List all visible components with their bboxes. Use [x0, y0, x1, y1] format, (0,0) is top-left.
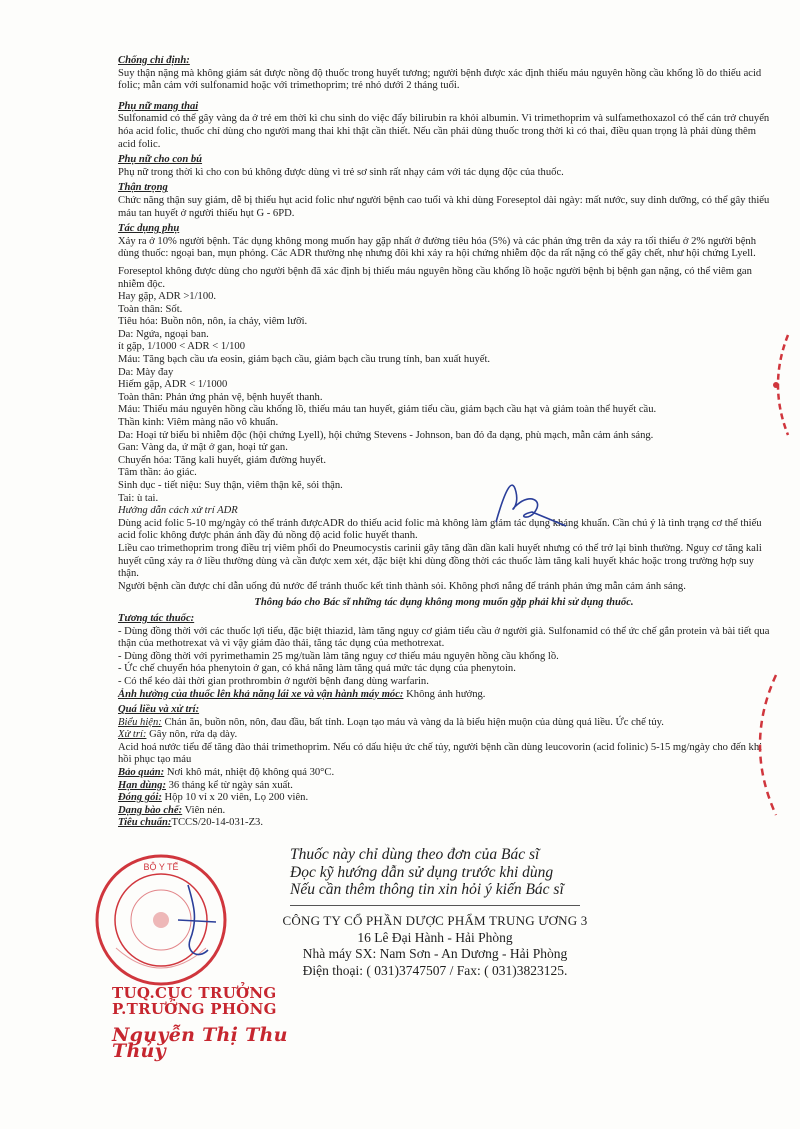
expiry-label: Hạn dùng: — [118, 779, 166, 791]
interaction-line: - Dùng đồng thời với các thuốc lợi tiểu, đặc biệt thiazid, làm tăng nguy cơ giảm tiểu cầu ở người già. Sulfonamid có thể ức chế gắn protein và bài tiết qua thận của methotrexat và vì vậy giảm đào thải, tăng tác dụng của methotrexat. — [118, 625, 770, 650]
storage-label: Bảo quản: — [118, 767, 165, 779]
side-line: Hiếm gặp, ADR < 1/1000 — [118, 379, 228, 391]
storage-text: Nơi khô mát, nhiệt độ không quá 30°C. — [164, 767, 335, 779]
side-line: Thần kinh: Viêm màng não vô khuẩn. — [118, 417, 279, 429]
overdose-treat-label: Xử trí: — [118, 729, 147, 741]
interaction-line: - Có thể kéo dài thời gian prothrombin ở người bệnh đang dùng warfarin. — [118, 675, 429, 687]
company-factory: Nhà máy SX: Nam Sơn - An Dương - Hải Phòng — [302, 946, 568, 961]
contraindications-heading: Chống chỉ định: — [118, 55, 190, 66]
doctor-notice: Thông báo cho Bác sĩ những tác dụng không mong muốn gặp phải khi sử dụng thuốc. — [254, 597, 634, 609]
driving-text: Không ảnh hưởng. — [403, 688, 486, 700]
side-line: Tiêu hóa: Buồn nôn, nôn, ỉa chảy, viêm lưỡi. — [118, 316, 308, 328]
signature-role-1: TUQ.CỤC TRƯỞNG — [112, 984, 277, 1002]
dosage-form-text: Viên nén. — [182, 804, 226, 816]
prescription-notice — [290, 846, 610, 899]
company-phone: Điện thoại: ( 031)3747507 / Fax: ( 031)3823125. — [302, 962, 568, 978]
side-line: Foreseptol không được dùng cho người bệnh đã xác định bị thiếu máu nguyên hồng cầu khổng lồ hoặc người bệnh bị bệnh gan nặng, có thể viêm gan nhiễm độc. — [118, 265, 752, 290]
side-line: Tai: ù tai. — [118, 492, 159, 504]
side-line: Máu: Tăng bạch cầu ưa eosin, giảm bạch cầu, giảm bạch cầu trung tính, ban xuất huyết. — [118, 354, 491, 366]
lactation-text: Phụ nữ trong thời kì cho con bú không được dùng vì trẻ sơ sinh rất nhạy cảm với tác dụng độc của thuốc. — [118, 166, 564, 178]
adr-line: Dùng acid folic 5-10 mg/ngày có thể tránh đượcADR do thiếu acid folic mà không làm giảm tác dụng kháng khuẩn. Cần chú ý là tình trạng cơ thể thiếu acid folic không được phản ánh đầy đủ nồng độ acid folic huyết thanh. — [118, 517, 762, 542]
interaction-line: - Ức chế chuyển hóa phenytoin ở gan, có khả năng làm tăng quá mức tác dụng của phenytoin. — [118, 663, 516, 675]
signature-name: Nguyễn Thị Thu Thủy — [112, 1024, 288, 1062]
side-line: Máu: Thiếu máu nguyên hồng cầu khổng lồ, thiếu máu tan huyết, giảm tiểu cầu, giảm bạch cầu hạt và giảm toàn thể huyết cầu. — [118, 404, 657, 416]
adr-line: Người bệnh cần được chỉ dẫn uống đủ nước để tránh thuốc kết tinh thành sỏi. Không phơi nắng để tránh phản ứng mẫn cảm ánh sáng. — [118, 580, 686, 592]
expiry-text: 36 tháng kể từ ngày sản xuất. — [165, 779, 293, 791]
packaging-label: Đóng gói: — [118, 792, 162, 804]
side-line: ít gặp, 1/1000 < ADR < 1/100 — [118, 341, 246, 353]
caution-heading: Thận trọng — [118, 182, 168, 194]
side-line: Chuyển hóa: Tăng kali huyết, giảm đường huyết. — [118, 454, 326, 466]
lactation-heading: Phụ nữ cho con bú — [118, 154, 203, 166]
standard-label: Tiêu chuẩn: — [118, 817, 172, 829]
overdose-heading: Quá liều và xử trí: — [118, 704, 200, 716]
dosage-form-label: Dạng bào chế: — [118, 804, 183, 816]
overdose-treat-text: Gây nôn, rửa dạ dày. — [146, 729, 238, 741]
side-line: Tâm thần: ảo giác. — [118, 467, 197, 479]
company-address: 16 Lê Đại Hành - Hải Phòng — [357, 929, 513, 945]
side-effects-heading: Tác dụng phụ — [118, 223, 180, 235]
stamp-signature — [168, 880, 228, 970]
side-line: Sinh dục - tiết niệu: Suy thận, viêm thận kẽ, sỏi thận. — [118, 480, 343, 491]
prescription-line-1: Thuốc này chỉ dùng theo đơn của Bác sĩ — [290, 846, 540, 863]
side-line: Da: Ngứa, ngoại ban. — [118, 328, 209, 340]
driving-line — [118, 689, 770, 702]
overdose-sign-label: Biểu hiện: — [118, 716, 162, 728]
pregnancy-text: Sulfonamid có thể gây vàng da ở trẻ em thời kì chu sinh do việc đẩy bilirubin ra khỏi albumin. Vì trimethoprim và sulfamethoxazol có thể cản trở chuyển hóa acid folic, thuốc chỉ dùng cho người mang thai khi thật cần thiết. Nếu cần phải dùng thuốc trong thời kì có thai, điều quan trọng là phải dùng thêm acid folic. — [118, 113, 770, 150]
overdose-treat-line — [118, 729, 770, 742]
handwritten-initials — [484, 464, 574, 534]
expiry-line — [118, 780, 770, 793]
overdose-sign-line — [118, 717, 770, 730]
side-line: Da: Hoại tử biểu bì nhiễm độc (hội chứng Lyell), hội chứng Stevens - Johnson, ban đỏ đa dạng, phù mạch, mẫn cảm ánh sáng. — [118, 429, 654, 441]
standard-text: TCCS/20-14-031-Z3. — [171, 817, 263, 829]
prescription-line-3: Nếu cần thêm thông tin xin hỏi ý kiến Bác sĩ — [290, 881, 564, 898]
signature-role-2: P.TRƯỞNG PHÒNG — [112, 1000, 277, 1018]
interaction-line: - Dùng đồng thời với pyrimethamin 25 mg/tuần làm tăng nguy cơ thiếu máu nguyên hồng cầu khổng lồ. — [118, 650, 559, 662]
adr-line: Liều cao trimethoprim trong điều trị viêm phổi do Pneumocystis carinii gây tăng dần dần kali huyết nhưng có thể trở lại bình thường. Nguy cơ tăng kali huyết cũng xảy ra ở liều thường dùng và cần được xem xét, đặc biệt khi dùng đồng thời các thuốc làm tăng kali huyết khác hoặc trong trường hợp suy thận. — [118, 542, 762, 580]
interactions-heading: Tương tác thuốc: — [118, 612, 195, 624]
packaging-text: Hộp 10 vỉ x 20 viên, Lọ 200 viên. — [161, 792, 309, 804]
adr-heading: Hướng dẫn cách xử trí ADR — [118, 505, 238, 517]
company-name: CÔNG TY CỔ PHẦN DƯỢC PHẨM TRUNG ƯƠNG 3 — [282, 913, 588, 928]
packaging-line — [118, 792, 770, 805]
stamp-top-text: BỘ Y TẾ — [143, 862, 179, 872]
edge-stamp-top — [748, 330, 800, 440]
driving-heading: Ảnh hưởng của thuốc lên khả năng lái xe và vận hành máy móc: — [118, 688, 404, 700]
side-effects-text: Xảy ra ở 10% người bệnh. Tác dụng không mong muốn hay gặp nhất ở đường tiêu hóa (5%) và các phản ứng trên da xảy ra tối thiểu ở 2% người bệnh dùng thuốc: ngoại ban, mụn phỏng. Các ADR thường nhẹ nhưng đôi khi xảy ra hội chứng nhiễm độc da rất nặng có thể gây chết, như hội chứng Lyell. — [118, 235, 757, 260]
contraindications-text: Suy thận nặng mà không giám sát được nồng độ thuốc trong huyết tương; người bệnh được xác định thiếu máu nguyên hồng cầu khổng lồ do thiếu acid folic; mẫn cảm với sulfonamid hoặc với trimethoprim; trẻ nhỏ dưới 2 tháng tuổi. — [118, 67, 762, 92]
side-line: Toàn thân: Sốt. — [118, 303, 183, 315]
edge-stamp-bottom — [726, 670, 796, 820]
company-block — [270, 913, 600, 979]
side-line: Da: Mày đay — [118, 366, 174, 378]
footer-divider — [290, 905, 580, 906]
side-line: Hay gặp, ADR >1/100. — [118, 291, 217, 303]
standard-line — [118, 817, 770, 830]
pregnancy-heading: Phụ nữ mang thai — [118, 100, 199, 112]
overdose-sign-text: Chán ăn, buồn nôn, nôn, đau đầu, bất tỉnh. Loạn tạo máu và vàng da là biểu hiện muộn của dùng quá liều. Ức chế tủy. — [161, 716, 664, 728]
side-line: Gan: Vàng da, ứ mật ở gan, hoại tử gan. — [118, 442, 288, 454]
caution-text: Chức năng thận suy giảm, dễ bị thiếu hụt acid folic như người bệnh cao tuổi và khi dùng Foreseptol dài ngày: mất nước, suy dinh dưỡng, có thể gây thiếu máu tan huyết ở người thiếu hụt G - 6PD. — [118, 194, 770, 219]
overdose-extra: Acid hoá nước tiểu để tăng đào thải trimethoprim. Nếu có dấu hiệu ức chế tủy, người bệnh cần dùng leucovorin (acid folinic) 5-15 mg/ngày cho đến khi hồi phục tạo máu — [118, 741, 763, 766]
dosage-form-line — [118, 805, 770, 818]
prescription-line-2: Đọc kỹ hướng dẫn sử dụng trước khi dùng — [290, 863, 554, 881]
side-line: Toàn thân: Phản ứng phản vệ, bệnh huyết thanh. — [118, 391, 323, 403]
authority-signature-block — [112, 984, 312, 1062]
insert-content — [118, 52, 770, 830]
storage-line — [118, 767, 770, 780]
